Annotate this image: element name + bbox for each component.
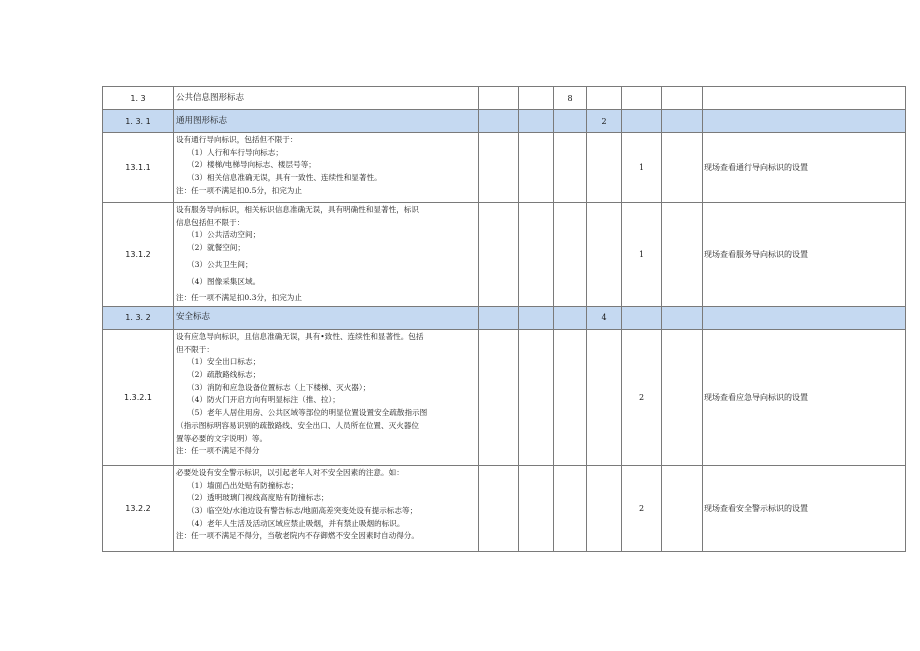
subsection-row — [103, 306, 906, 329]
subsection-id: 1. 3. 2 — [103, 306, 174, 329]
item-id: 13.2.2 — [103, 465, 174, 551]
subsection-title: 安全标志 — [174, 306, 479, 329]
content-line: （3）公共卫生间； — [187, 259, 253, 269]
subsection-score: 2 — [587, 110, 622, 133]
content-line: 设有服务导向标识，相关标识信息准确无误，具有明确性和显著性，标识 — [176, 205, 419, 214]
content-line: （指示图标明容易识别的疏散路线、安全出口、人员所在位置、灭火器位 — [176, 420, 419, 430]
item-row — [103, 465, 906, 551]
subsection-score: 4 — [587, 306, 622, 329]
content-line: （2）楼梯/电梯导向标志、楼层号等； — [187, 160, 316, 170]
content-line: （1）人行和车行导向标志； — [187, 147, 283, 157]
content-note: 注：任一项不满足不得分 — [176, 446, 260, 456]
content-note: 注：任一项不满足扣0.5分，扣完为止 — [176, 185, 302, 195]
item-content — [174, 329, 479, 465]
section-score: 8 — [554, 87, 587, 110]
subsection-id: 1. 3. 1 — [103, 110, 174, 133]
content-line: （1）墙面凸出处贴有防撞标志； — [187, 480, 299, 490]
item-method: 现场查看服务导向标识的设置 — [703, 203, 906, 307]
item-id: 13.1.2 — [103, 203, 174, 307]
item-score: 1 — [622, 203, 662, 307]
item-id: 1.3.2.1 — [103, 329, 174, 465]
content-line: 但不限于： — [176, 344, 214, 354]
subsection-row — [103, 110, 906, 133]
content-line: （1）安全出口标志； — [187, 357, 261, 367]
content-note: 注：任一项不满足扣0.3分，扣完为止 — [176, 293, 302, 303]
item-content — [174, 203, 479, 307]
item-method: 现场查看应急导向标识的设置 — [703, 329, 906, 465]
section-row — [103, 87, 906, 110]
content-line: 信息包括但不限于： — [176, 217, 245, 227]
content-line: （3）消防和应急设备位置标志（上下楼梯、灭火器）； — [187, 382, 371, 392]
section-title: 公共信息图形标志 — [174, 87, 479, 110]
item-content — [174, 133, 479, 203]
content-line: （2）疏散路线标志； — [187, 370, 261, 380]
content-line: 置等必要的文字说明）等。 — [176, 433, 268, 443]
content-line: （5）老年人居住用房、公共区域等部位的明显位置设置安全疏散指示图 — [187, 408, 428, 418]
evaluation-table — [102, 86, 906, 552]
subsection-title: 通用图形标志 — [174, 110, 479, 133]
content-line: 必要处设有安全警示标识，以引起老年人对不安全因素的注意。如： — [176, 467, 404, 477]
content-line: 设有通行导向标识，包括但不限于： — [176, 135, 298, 144]
item-score: 2 — [622, 329, 662, 465]
item-score: 2 — [622, 465, 662, 551]
section-id: 1. 3 — [103, 87, 174, 110]
item-score: 1 — [622, 133, 662, 203]
item-id: 13.1.1 — [103, 133, 174, 203]
content-line: （4）老年人生活及活动区域应禁止吸烟，并有禁止吸烟的标识。 — [187, 518, 405, 528]
content-line: （3）相关信息准确无误，具有一致性、连续性和显著性。 — [187, 173, 382, 183]
content-line: （3）临空处/水池边设有警告标志/地面高差突变处设有提示标志等； — [187, 506, 418, 516]
content-line: （2）就餐空间； — [187, 243, 245, 253]
item-content — [174, 465, 479, 551]
item-row — [103, 203, 906, 307]
content-note: 注：任一项不满足不得分，当敬老院内不存御燃不安全因素时自动得分。 — [176, 531, 419, 541]
content-line: 设有应急导向标识，且信息准确无误，具有•致性、连续性和显著性。包括 — [176, 331, 424, 341]
content-line: （2）透明玻璃门视线高度贴有防撞标志； — [187, 493, 329, 503]
item-method: 现场查看安全警示标识的设置 — [703, 465, 906, 551]
item-row — [103, 133, 906, 203]
content-line: （1）公共活动空间； — [187, 230, 261, 240]
content-line: （4）图像采集区域。 — [187, 276, 261, 286]
evaluation-sheet — [102, 86, 905, 552]
item-row — [103, 329, 906, 465]
item-method: 现场查看通行导向标识的设置 — [703, 133, 906, 203]
content-line: （4）防火门开启方向有明显标注（推、拉）； — [187, 395, 340, 405]
